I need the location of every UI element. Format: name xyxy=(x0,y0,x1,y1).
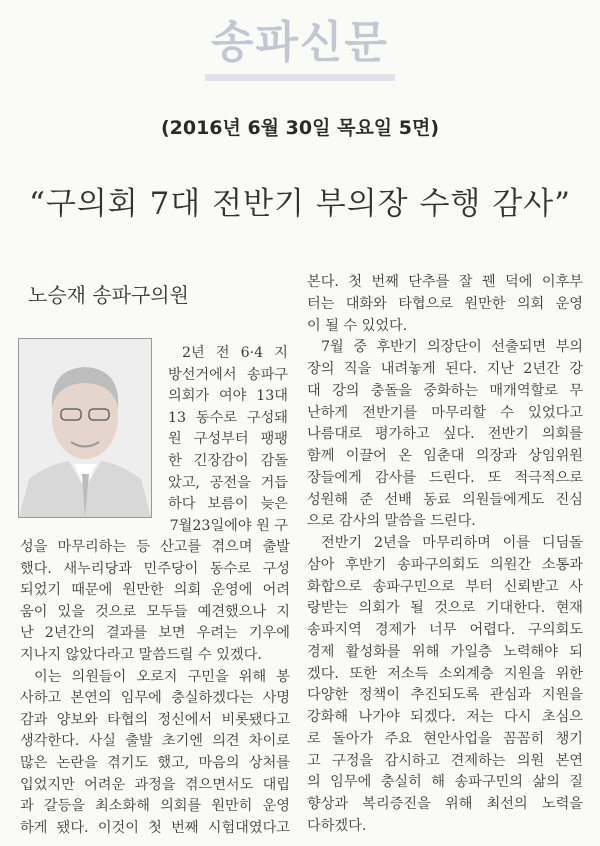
text-line: 로 돌아가 주요 현안사업을 꼼꼼히 챙기 xyxy=(307,730,583,747)
text-line: 방선거에서 송파구 xyxy=(168,366,288,383)
text-line: 난 2년간의 결과를 보면 우려는 기우에 xyxy=(20,625,290,642)
text-line: 7월23일에야 원 구 xyxy=(169,517,288,534)
text-line: 다양한 정책이 추진되도록 관심과 지원을 xyxy=(307,687,583,704)
text-line: 장들에게 감사를 드린다. 또 적극적으로 xyxy=(307,469,583,486)
text-line: 송파지역 경제가 너무 어렵다. 구의회도 xyxy=(307,622,583,638)
text-line: 나름대로 평가하고 싶다. 전반기 의회를 xyxy=(307,426,583,443)
text-line: 13 동수로 구성돼 xyxy=(168,409,288,426)
author-photo xyxy=(18,338,152,518)
text-line: 경제 활성화를 위해 가일층 노력해야 되 xyxy=(307,643,583,660)
text-line: 하게 됐다. 이것이 첫 번째 시험대였다고 xyxy=(20,819,290,836)
text-line: 의 임무에 충실히 해 송파구민의 삶의 질 xyxy=(307,774,583,791)
text-line: 난하게 전반기를 마무리할 수 있었다고 xyxy=(307,404,583,421)
article-headline: “구의회 7대 전반기 부의장 수행 감사” xyxy=(29,186,571,222)
text-line: 움이 있을 것으로 모두들 예견했으나 지 xyxy=(20,603,290,620)
text-line: 대 강의 충돌을 중화하는 매개역할로 무 xyxy=(307,382,583,399)
text-line: 2년 전 6·4 지 xyxy=(182,345,288,361)
text-line: 지나지 않았다라고 말씀드릴 수 있겠다. xyxy=(20,646,262,663)
text-line: 감과 양보와 타협의 정신에서 비롯됐다고 xyxy=(20,711,290,728)
text-line: 다하겠다. xyxy=(307,817,367,834)
text-line: 장의 직을 내려놓게 된다. 지난 2년간 강 xyxy=(307,361,583,377)
text-line: 성원해 준 선배 동료 의원들에게도 진심 xyxy=(307,491,583,508)
text-line: 사하고 본연의 임무에 충실하겠다는 사명 xyxy=(20,690,290,707)
text-line: 겠다. 또한 저소득 소외계층 지원을 위한 xyxy=(307,665,583,682)
text-line: 원 구성부터 팽팽 xyxy=(168,431,288,448)
text-line: 이 될 수 있었다. xyxy=(307,317,408,334)
text-line: 고 구정을 감시하고 견제하는 의원 본연 xyxy=(307,752,583,769)
newspaper-masthead: 송파신문 xyxy=(210,17,389,68)
text-line: 함께 이끌어 온 임춘대 의장과 상임위원 xyxy=(307,448,583,464)
text-line: 삼아 후반기 송파구의회도 의원간 소통과 xyxy=(307,556,583,573)
right-column-text xyxy=(307,272,583,838)
publication-date: (2016년 6월 30일 목요일 5면) xyxy=(160,117,440,139)
text-line: 많은 논란을 겪기도 했고, 마음의 상처를 xyxy=(20,754,290,771)
text-line: 본다. 첫 번째 단추를 잘 꿴 덕에 이후부 xyxy=(307,274,583,290)
text-line: 으로 감사의 말씀을 드린다. xyxy=(307,513,476,530)
text-line: 7월 중 후반기 의장단이 선출되면 부의 xyxy=(321,339,583,356)
masthead-underline xyxy=(205,74,395,81)
text-line: 과 갈등을 최소화해 의회를 원만히 운영 xyxy=(20,798,290,815)
text-line: 의회가 여야 13대 xyxy=(168,388,288,405)
text-line: 전반기 2년을 마무리하며 이를 디딤돌 xyxy=(321,535,583,551)
text-line: 입었지만 어려운 과정을 겪으면서도 대립 xyxy=(20,776,290,793)
text-line: 생각한다. 사실 출발 초기엔 의견 차이로 xyxy=(20,733,290,750)
text-line: 되었기 때문에 원만한 의회 운영에 어려 xyxy=(20,582,290,599)
text-line: 한 긴장감이 감돌 xyxy=(168,452,288,469)
text-line: 성을 마무리하는 등 산고를 겪으며 출발 xyxy=(20,539,290,555)
author-byline: 노승재 송파구의원 xyxy=(28,283,189,307)
text-line: 터는 대화와 타협으로 원만한 의회 운영 xyxy=(307,295,583,312)
text-line: 했다. 새누리당과 민주당이 동수로 구성 xyxy=(20,560,290,577)
left-column-text xyxy=(20,537,290,839)
left-column-narrow-text xyxy=(168,343,288,537)
text-line: 하다 보름이 늦은 xyxy=(168,496,288,513)
text-line: 향상과 복리증진을 위해 최선의 노력을 xyxy=(307,796,583,812)
text-line: 이는 의원들이 오로지 구민을 위해 봉 xyxy=(34,668,290,685)
text-line: 랑받는 의회가 될 것으로 기대한다. 현재 xyxy=(307,600,583,617)
text-line: 았고, 공전을 거듭 xyxy=(168,474,288,491)
text-line: 화합으로 송파구민으로 부터 신뢰받고 사 xyxy=(307,578,583,595)
text-line: 강화해 나가야 되겠다. 저는 다시 초심으 xyxy=(307,709,583,725)
